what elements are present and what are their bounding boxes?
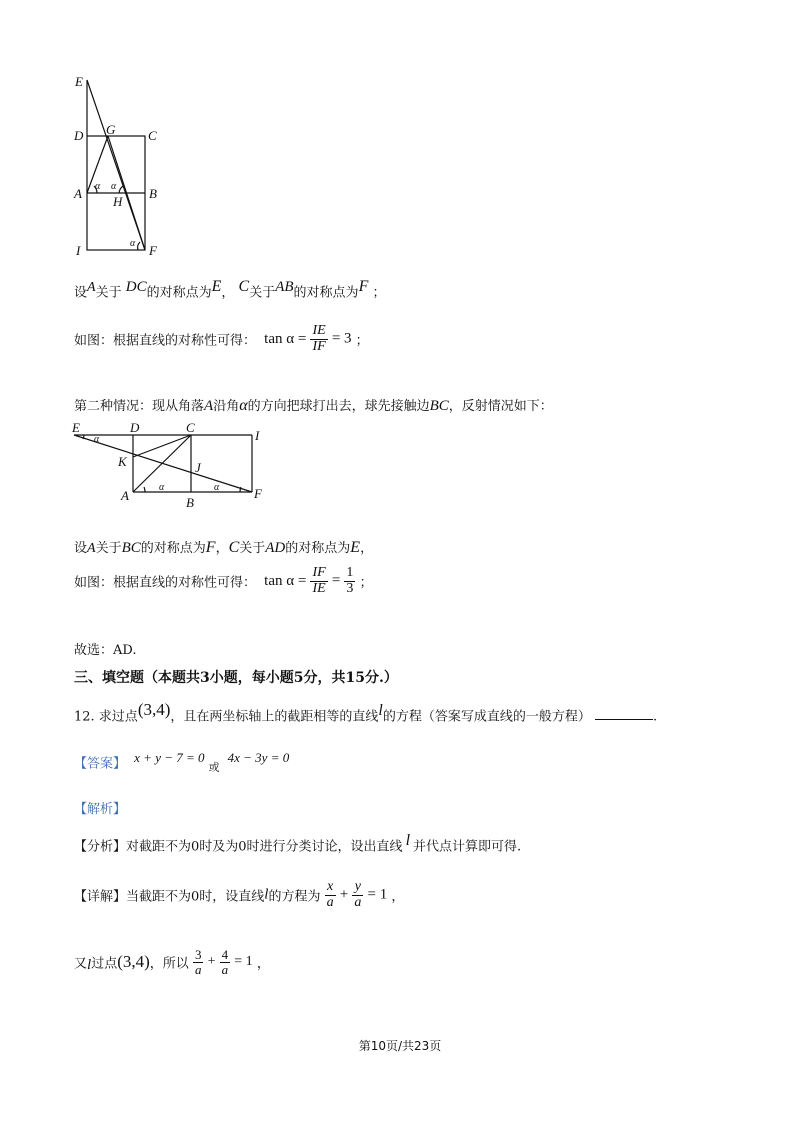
substitution-paragraph: 又$_l$过点(3,4)，所以 $\frac{3}{a}$ + $\frac{4}{a}$ = 1 ， [74,947,270,977]
label-F: F [254,486,262,501]
label-B: B [149,186,157,201]
fraction-4-a: $\frac{4}{a}$ [221,947,229,977]
label-alpha-H: α [111,181,117,192]
analysis-tag: 【解析】 [74,802,127,817]
answer-blank [595,718,653,720]
paragraph-conclusion: 故选：AD. [74,643,137,658]
label-alpha-F: α [130,238,136,249]
label-alpha-A: α [159,482,165,493]
angle-arc-H [119,186,123,193]
paragraph-symmetric-points-2: 设A关于BC的对称点为F，C关于AD的对称点为E， [74,539,374,556]
label-K: K [118,454,127,469]
label-H: H [113,194,123,209]
label-J: J [195,460,201,475]
paragraph-tan-equation-2: 如图：根据直线的对称性可得： tan α = $\frac{IF}{IE}$ = $\frac{1}{3}$ ； [74,565,373,596]
angle-arc-F [138,242,140,250]
label-G: G [106,122,116,137]
fraction-IE-IF: $\frac{IE}{IF}$ [312,323,326,354]
label-alpha-F: α [214,482,220,493]
paragraph-second-case: 第二种情况：现从角落A沿角α的方向把球打出去，球先接触边BC，反射情况如下： [74,397,553,414]
fraction-y-a: $\frac{y}{a}$ [354,879,362,910]
label-B: B [186,495,194,510]
angle-arc-A [144,487,145,492]
line-CK [133,435,191,457]
section-title: 三、填空题（本题共3小题，每小题5分，共15分.） [74,670,398,686]
analysis-paragraph: 【分析】对截距不为0时及为0时进行分类讨论，设出直线 $^l$ 并代点计算即可得. [74,832,522,855]
fraction-3-a: $\frac{3}{a}$ [194,947,202,977]
answer-tag: 【答案】 [74,756,127,772]
label-C: C [186,420,195,435]
angle-arc-E [83,435,84,439]
answer-line: 【答案】 $^{x + y - 7 = 0}$ $_或$ $^{4x - 3y = 0}$ [74,750,290,774]
label-C: C [148,128,157,143]
label-alpha-A: α [95,181,101,192]
label-I: I [76,243,81,258]
fraction-x-a: $\frac{x}{a}$ [326,879,334,910]
label-E: E [75,74,83,89]
label-A: A [74,186,82,201]
paragraph-symmetric-points-1: 设$^A$关于 $^{DC}$的对称点为$^E$， $^C$关于$^{AB}$的对称点为$^F$ ； [74,278,386,301]
label-F: F [149,243,157,258]
page-footer: 第10页/共23页 [358,1039,442,1053]
label-D: D [130,420,140,435]
label-E: E [72,420,80,435]
detailed-solution-paragraph: 【详解】当截距不为0时，设直线l的方程为 $\frac{x}{a}$ + $\frac{y}{a}$ = 1 ， [74,879,405,910]
label-A: A [121,488,129,503]
figure-1-rectangle-reflection [70,72,170,262]
paragraph-tan-equation-1: 如图：根据直线的对称性可得： tan α = $\frac{IE}{IF}$ = 3 ； [74,323,369,354]
figure-2-rectangle-reflection [70,418,275,510]
fraction-IF-IE: $\frac{IF}{IE}$ [312,565,326,596]
question-12: 12. 求过点$^{(3,4)}$，且在两坐标轴上的截距相等的直线$^l$的方程（答案写成直线的一般方程） . [74,700,658,725]
label-D: D [74,128,84,143]
label-I: I [255,428,260,443]
angle-arc-F [240,487,241,492]
label-alpha-E: α [94,434,100,445]
fraction-1-3: $\frac{1}{3}$ [346,565,354,596]
